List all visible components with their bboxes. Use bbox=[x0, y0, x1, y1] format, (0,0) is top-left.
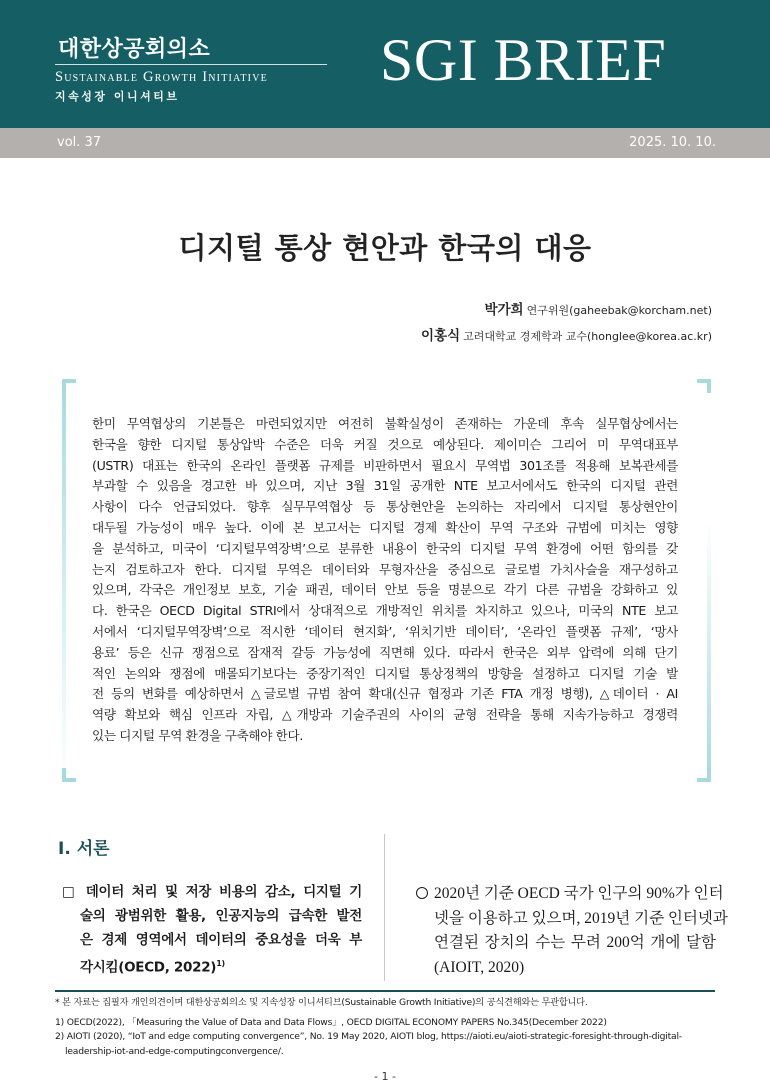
org-name-korean: 대한상공회의소 bbox=[58, 37, 211, 62]
footnote-rule bbox=[55, 990, 715, 992]
left-column-bullet bbox=[62, 880, 362, 980]
org-subtitle: 지속성장 이니셔티브 bbox=[55, 90, 180, 103]
column-divider bbox=[384, 834, 385, 981]
abstract-line: 서에서 ‘디지털무역장벽’으로 적시한 ‘데이터 현지화’, ‘위치기반 데이터’, ‘온라인 플랫폼 규제’, ‘망사 bbox=[92, 623, 678, 639]
abstract-line: (USTR) 대표는 한국의 온라인 플랫폼 규제를 비판하면서 필요시 무역법 301조를 적용해 보복관세를 bbox=[92, 457, 678, 473]
issue-bar bbox=[0, 128, 770, 158]
bullet-line: 연결된 장치의 수는 무려 200억 개에 달함 bbox=[434, 934, 716, 951]
abstract-line: 사항이 다수 언급되었다. 향후 실무무역협상 등 통상현안을 논의하는 자리에서 디지털 통상현안이 bbox=[92, 499, 678, 515]
bullet-line: □ 데이터 처리 및 저장 비용의 감소, 디지털 기 bbox=[62, 884, 362, 900]
header-banner bbox=[0, 0, 770, 128]
footnotes bbox=[55, 996, 715, 1059]
author-affiliation: 연구위원(gaheebak@korcham.net) bbox=[526, 304, 712, 317]
footnote: 2) AIOTI (2020), “IoT and edge computing convergence”, No. 19 May 2020, AIOTI blog, https://aioti.eu/aioti-strategic-foresight-through-digital- bbox=[55, 1031, 682, 1042]
abstract-line: 한국을 향한 디지털 통상압박 수준은 더욱 커질 것으로 예상된다. 제이미슨 그리어 미 무역대표부 bbox=[92, 436, 678, 452]
abstract-line: 부과할 수 있음을 경고한 바 있으며, 지난 3월 31일 공개한 NTE 보고서에서도 한국의 디지털 관련 bbox=[92, 478, 678, 494]
abstract-line: 전 등의 변화를 예상하면서 △글로벌 규범 참여 확대(신규 협정과 기존 FTA 개정 병행), △데이터 · AI bbox=[92, 686, 678, 702]
author-affiliation: 고려대학교 경제학과 교수(honglee@korea.ac.kr) bbox=[463, 330, 712, 343]
author-name: 이홍식 bbox=[420, 328, 461, 344]
abstract-corner bbox=[62, 768, 76, 782]
disclaimer: * 본 자료는 집필자 개인의견이며 대한상공회의소 및 지속성장 이니셔티브(Sustainable Growth Initiative)의 공식견해와는 무관합니다. bbox=[55, 997, 588, 1008]
footnote-continuation: leadership-iot-and-edge-computingconvergence/. bbox=[65, 1045, 284, 1057]
bullet-text: 각시킴(OECD, 2022) bbox=[80, 959, 217, 976]
abstract-line: 대두될 가능성이 매우 높다. 이에 본 보고서는 디지털 경제 확산이 무역 구조와 규범에 미치는 영향 bbox=[92, 519, 678, 535]
abstract-frame-left bbox=[62, 379, 66, 782]
abstract-line: 있는 디지털 무역 환경을 구축해야 한다. bbox=[92, 727, 303, 743]
bullet-line: 2020년 기준 OECD 국가 인구의 90%가 인터 bbox=[434, 885, 724, 902]
right-column-bullet bbox=[416, 882, 728, 980]
footnote: 1) OECD(2022), 「Measuring the Value of Data and Data Flows」, OECD DIGITAL ECONOMY PAPERS No.345(December 2022) bbox=[55, 1016, 607, 1028]
circle-bullet-icon bbox=[416, 887, 428, 899]
page-number: - 1 - bbox=[374, 1070, 396, 1083]
abstract-line: 는지 검토하고자 한다. 디지털 무역은 데이터와 무형자산을 중심으로 글로벌 가치사슬을 재구성하고 bbox=[92, 561, 678, 577]
abstract-line: 다. 한국은 OECD Digital STRI에서 상대적으로 개방적인 위치를 차지하고 있으나, 미국의 NTE 보고 bbox=[92, 603, 678, 619]
issue-date: 2025. 10. 10. bbox=[629, 135, 716, 150]
abstract-corner bbox=[62, 379, 76, 393]
abstract-frame-right bbox=[707, 379, 711, 782]
abstract-corner bbox=[697, 768, 711, 782]
abstract-text bbox=[92, 414, 678, 747]
abstract-line: 을 분석하고, 미국이 ‘디지털무역장벽’으로 분류한 내용이 한국의 디지털 무역 환경에 어떤 함의를 갖 bbox=[92, 540, 678, 556]
bullet-line: (AIOIT, 2020) bbox=[434, 958, 525, 976]
author-line bbox=[484, 298, 712, 318]
org-divider bbox=[55, 64, 327, 65]
brand-title: SGI BRIEF bbox=[380, 27, 667, 93]
author-name: 박가희 bbox=[484, 302, 524, 318]
abstract-line: 용료’ 등은 신규 쟁점으로 잠재적 갈등 가능성에 직면해 있다. 따라서 한국은 외부 압력에 의해 단기 bbox=[92, 644, 678, 660]
author-line bbox=[421, 324, 712, 344]
abstract-line: 있으며, 각국은 개인정보 보호, 기술 패권, 데이터 안보 등을 명분으로 각기 다른 규범을 강화하고 있 bbox=[92, 582, 678, 598]
abstract-corner bbox=[697, 379, 711, 393]
page-title: 디지털 통상 현안과 한국의 대응 bbox=[178, 231, 592, 265]
abstract-line: 적인 논의와 쟁점에 매몰되기보다는 중장기적인 디지털 통상정책의 방향을 설정하고 디지털 기술 발 bbox=[92, 665, 678, 681]
volume-number: vol. 37 bbox=[57, 135, 102, 150]
abstract-line: 한미 무역협상의 기본틀은 마련되었지만 여전히 불확실성이 존재하는 가운데 후속 실무협상에서는 bbox=[92, 416, 678, 431]
bullet-line: 술의 광범위한 활용, 인공지능의 급속한 발전 bbox=[80, 908, 362, 924]
footnote-ref[interactable]: 1) bbox=[216, 959, 225, 968]
abstract-line: 역량 확보와 핵심 인프라 자립, △개방과 기술주권의 사이의 균형 전략을 통해 지속가능하고 경쟁력 bbox=[92, 707, 678, 723]
bullet-line: 넷을 이용하고 있으며, 2019년 기준 인터넷과 bbox=[434, 909, 728, 927]
bullet-line: 은 경제 영역에서 데이터의 중요성을 더욱 부 bbox=[80, 932, 362, 948]
org-name-english: Sustainable Growth Initiative bbox=[55, 69, 268, 85]
bullet-line bbox=[62, 952, 362, 980]
section-heading: Ⅰ. 서론 bbox=[58, 839, 110, 859]
